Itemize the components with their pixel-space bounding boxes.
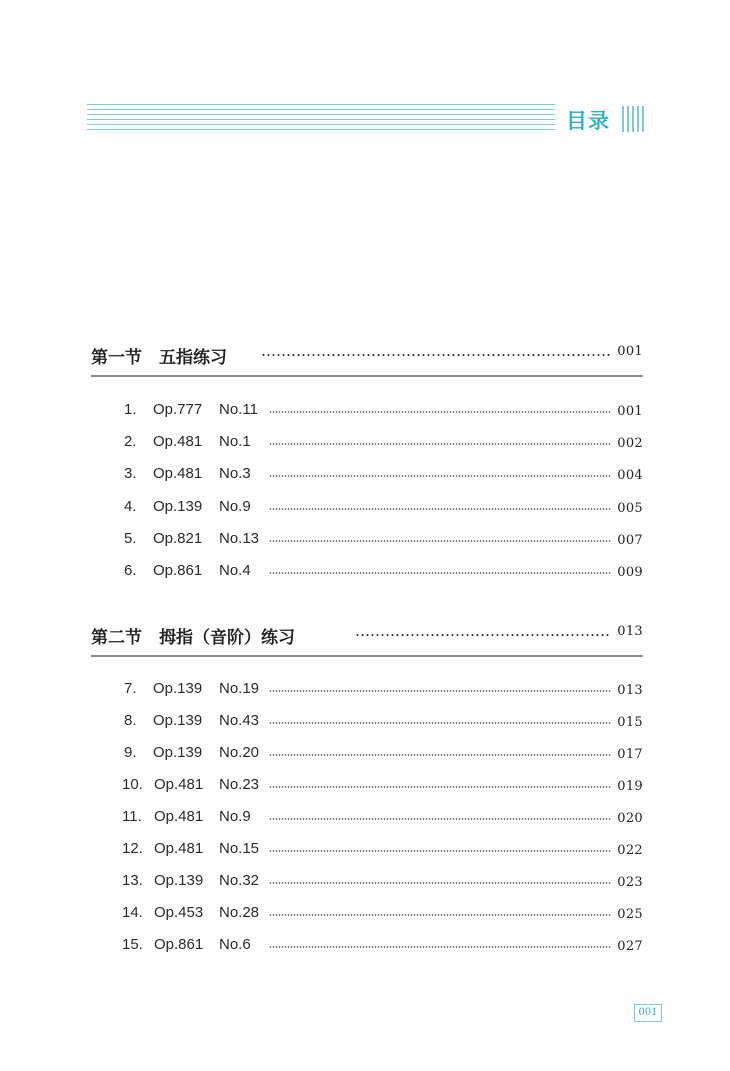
entry-piece-number: No.20 [219,744,260,761]
toc-entry[interactable] [91,872,643,892]
entry-piece-number: No.23 [219,776,260,793]
dot-leader [269,754,611,756]
entry-number: 15. [122,936,143,953]
entry-piece-number: No.3 [219,465,251,483]
toc-entry[interactable] [91,776,643,796]
toc-entry[interactable] [91,904,643,924]
dot-leader [269,946,611,948]
entry-page-number: 005 [617,500,643,516]
entry-piece-number: No.28 [219,904,260,921]
entry-piece-number: No.43 [219,712,260,729]
entry-opus: Op.453 [154,904,204,921]
entry-opus: Op.139 [153,497,203,515]
entry-opus: Op.481 [154,808,204,825]
dot-leader [269,572,611,574]
entry-piece-number: No.13 [219,529,260,547]
dot-leader [269,882,611,884]
entry-number: 5. [124,529,137,547]
entry-piece-number: No.6 [219,936,251,953]
entry-page-number: 015 [617,715,643,730]
entry-piece-number: No.9 [219,497,251,515]
dot-leader [269,690,611,692]
section-page-number: 001 [617,344,643,359]
entry-page-number: 022 [617,843,643,858]
entry-number: 14. [122,904,143,921]
dot-leader [269,722,611,724]
entry-opus: Op.481 [154,840,204,857]
entry-piece-number: No.9 [219,808,251,825]
toc-entry[interactable] [91,433,643,453]
section-divider [91,655,643,657]
toc-entry[interactable] [91,465,643,485]
section-title: 第一节 五指练习 [91,348,227,368]
entry-opus: Op.777 [153,401,203,418]
entry-opus: Op.481 [154,776,204,793]
entry-page-number: 001 [617,404,643,419]
dot-leader [269,818,611,820]
dot-leader [269,914,611,916]
entry-number: 11. [122,808,142,825]
toc-entry[interactable] [91,808,643,828]
entry-number: 9. [124,744,137,761]
toc-section-1[interactable] [91,343,643,368]
toc-entry[interactable] [91,840,643,860]
toc-entry[interactable] [91,936,643,956]
entry-page-number: 009 [617,565,643,580]
entry-page-number: 027 [617,939,643,954]
entry-opus: Op.139 [153,680,203,697]
entry-number: 8. [124,712,137,729]
entry-page-number: 004 [617,468,643,484]
footer-page-number: 001 [634,1004,662,1022]
header-bars-decoration [622,106,646,132]
entry-opus: Op.481 [153,433,203,451]
dot-leader [269,850,611,852]
toc-entry[interactable] [91,401,643,421]
entry-piece-number: No.4 [219,562,251,579]
entry-opus: Op.861 [154,936,204,953]
entry-page-number: 019 [617,779,643,794]
dot-leader [269,508,611,510]
toc-section-2[interactable] [91,623,643,648]
entry-page-number: 023 [617,875,643,890]
entry-number: 6. [124,562,137,579]
header-stripes [87,104,555,132]
section-title: 第二节 拇指（音阶）练习 [91,628,295,648]
entry-opus: Op.821 [153,529,203,547]
entry-piece-number: No.11 [219,401,258,418]
dot-leader [269,540,611,542]
entry-piece-number: No.32 [219,872,260,889]
entry-number: 13. [122,872,143,889]
section-divider [91,375,643,377]
entry-piece-number: No.15 [219,840,260,857]
entry-opus: Op.139 [154,872,204,889]
entry-number: 1. [124,401,137,418]
entry-page-number: 025 [617,907,643,922]
entry-number: 3. [124,465,137,483]
entry-page-number: 017 [617,747,643,762]
entry-page-number: 007 [617,532,643,548]
entry-piece-number: No.1 [219,433,251,451]
entry-number: 10. [122,776,143,793]
entry-page-number: 013 [617,683,643,698]
dot-leader [355,634,611,636]
toc-entry[interactable] [91,498,643,518]
entry-opus: Op.139 [153,744,203,761]
toc-entry[interactable] [91,712,643,732]
entry-number: 2. [124,433,137,451]
dot-leader [269,786,611,788]
entry-page-number: 020 [617,811,643,826]
toc-entry[interactable] [91,530,643,550]
entry-opus: Op.481 [153,465,203,483]
entry-number: 7. [124,680,137,697]
entry-opus: Op.861 [153,562,203,579]
toc-entry[interactable] [91,744,643,764]
entry-number: 4. [124,497,137,515]
entry-number: 12. [122,840,143,857]
dot-leader [269,411,611,413]
toc-entry[interactable] [91,562,643,582]
dot-leader [269,443,611,445]
page-title: 目录 [566,109,610,133]
section-page-number: 013 [617,624,643,639]
entry-piece-number: No.19 [219,680,260,697]
entry-page-number: 002 [617,436,643,452]
toc-entry[interactable] [91,680,643,700]
entry-opus: Op.139 [153,712,203,729]
dot-leader [261,354,611,356]
dot-leader [269,475,611,477]
